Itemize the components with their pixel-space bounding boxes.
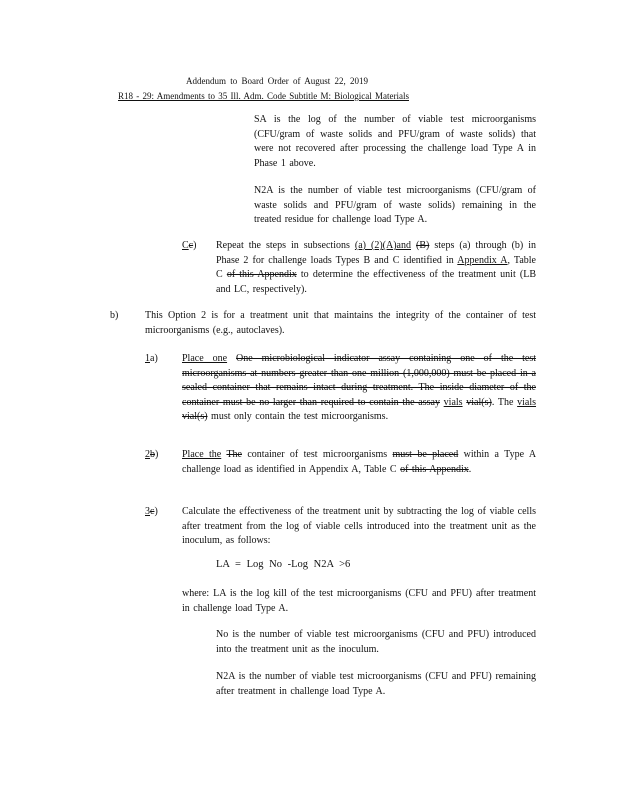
paragraph-la-definition: where: LA is the log kill of the test microorganisms (CFU and PFU) after treatment in challenge load Type A. [182, 588, 536, 614]
paragraph-n2a-remaining: N2A is the number of viable test microorganisms (CFU and PFU) remaining after treatment in challenge load Type A. [216, 671, 536, 697]
paragraph-sa-definition: SA is the log of the number of viable test microorganisms (CFU/gram of waste solids and PFU/gram of waste solids) that were not recovered after processing the challenge load Type A in Phase 1 above. [254, 114, 536, 169]
item-1-text: Place one One microbiological indicator assay containing one of the test microorganisms at numbers greater than one million (1,000,000) must be placed in a sealed container that remains intact during treatment. The inside diameter of the container must be no larger than required to contain the assay vials vial(s). The vials vial(s) must only contain the test microorganisms. [182, 353, 537, 422]
item-c-label: Cc) [182, 240, 197, 251]
paragraph-no-definition: No is the number of viable test microorganisms (CFU and PFU) introduced into the treatment unit as the inoculum. [216, 629, 536, 655]
item-c-text: Repeat the steps in subsections (a) (2)(A)and (B) steps (a) through (b) in Phase 2 for challenge loads Types B and C identified in Appendix A, Table C of this Appendix to determine the effectiveness of the treatment unit (LB and LC, respectively). [216, 240, 537, 295]
paragraph-n2a-definition: N2A is the number of viable test microorganisms (CFU/gram of waste solids and PFU/gram of waste solids) remaining in the treated residue for challenge load Type A. [254, 185, 536, 225]
log-kill-formula: LA = Log No -Log N2A >6 [216, 559, 351, 570]
item-2-label: 2b) [145, 449, 159, 460]
item-1-label: 1a) [145, 353, 158, 364]
header-docket: R18 - 29: Amendments to 35 Ill. Adm. Code Subtitle M: Biological Materials [118, 91, 409, 101]
item-3-label: 3c) [145, 506, 158, 517]
header-addendum: Addendum to Board Order of August 22, 2019 [186, 76, 368, 86]
item-2-text: Place the The container of test microorganisms must be placed within a Type A challenge load as identified in Appendix A, Table C of this Appendix. [182, 449, 537, 475]
item-3-text: Calculate the effectiveness of the treatment unit by subtracting the log of viable cells after treatment from the log of viable cells introduced into the treatment unit as the inoculum, as follows: [182, 506, 536, 546]
option-b-text: This Option 2 is for a treatment unit that maintains the integrity of the container of test microorganisms (e.g., autoclaves). [145, 310, 536, 336]
option-b-label: b) [110, 310, 119, 321]
